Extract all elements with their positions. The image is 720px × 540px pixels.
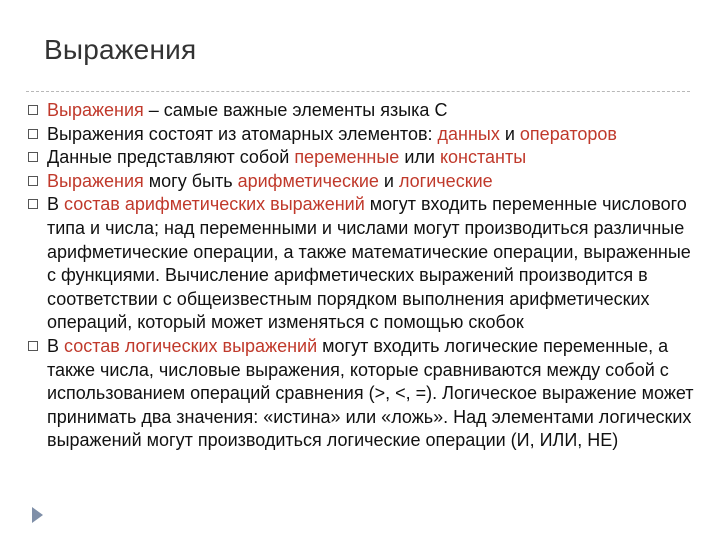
text-segment: могу быть — [143, 170, 238, 191]
text-segment: состав логических выражений — [64, 335, 318, 356]
text-segment: В — [47, 335, 65, 356]
text-segment: Выражения — [47, 100, 144, 120]
text-segment: Выражения состоят из атомарных элементов: — [47, 123, 438, 144]
square-bullet-icon — [28, 105, 38, 115]
bullet-item-5 — [26, 193, 694, 335]
text-segment: – самые важные элементы языка С — [143, 100, 448, 120]
text-segment: могут входить переменные числового типа и числа; над переменными и числами могут производиться различные арифметические операции, а также математические операции, выраженные с функциями. Вычисление арифметических выражений производится в соответствии с общеизвестным порядком выполнения арифметических операций, который может изменяться с помощью скобок — [47, 194, 691, 333]
text-segment: состав арифметических выражений — [64, 194, 365, 215]
text-segment: логические — [398, 170, 493, 191]
text-segment: данных — [437, 123, 500, 144]
square-bullet-icon — [28, 199, 38, 209]
text-segment: операторов — [519, 123, 617, 144]
bullet-item-3 — [26, 146, 694, 170]
text-segment: Данные представляют собой — [47, 147, 295, 168]
bullet-item-6 — [26, 335, 694, 453]
bullet-item-2 — [26, 123, 694, 147]
bullet-item-4 — [26, 170, 694, 194]
title-divider — [26, 91, 690, 92]
text-segment: арифметические — [237, 170, 379, 191]
slide-title: Выражения — [44, 34, 197, 65]
text-segment: и — [499, 123, 520, 144]
text-segment: переменные — [294, 147, 400, 168]
bullet-list — [26, 99, 694, 453]
square-bullet-icon — [28, 176, 38, 186]
next-slide-arrow-icon[interactable] — [32, 507, 43, 523]
square-bullet-icon — [28, 341, 38, 351]
square-bullet-icon — [28, 129, 38, 139]
text-segment: В — [47, 194, 65, 215]
bullet-item-1 — [26, 99, 694, 123]
text-segment: могут входить логические переменные, а также числа, числовые выражения, которые сравниваются между собой с использованием операций сравнения (>, <, =). Логическое выражение может принимать два значения: «истина» или «ложь». Над элементами логических выражений могут производиться логические операции (И, ИЛИ, НЕ) — [47, 335, 694, 451]
square-bullet-icon — [28, 152, 38, 162]
text-segment: константы — [439, 147, 527, 168]
text-segment: и — [378, 170, 399, 191]
text-segment: Выражения — [47, 170, 144, 191]
text-segment: или — [399, 147, 440, 168]
